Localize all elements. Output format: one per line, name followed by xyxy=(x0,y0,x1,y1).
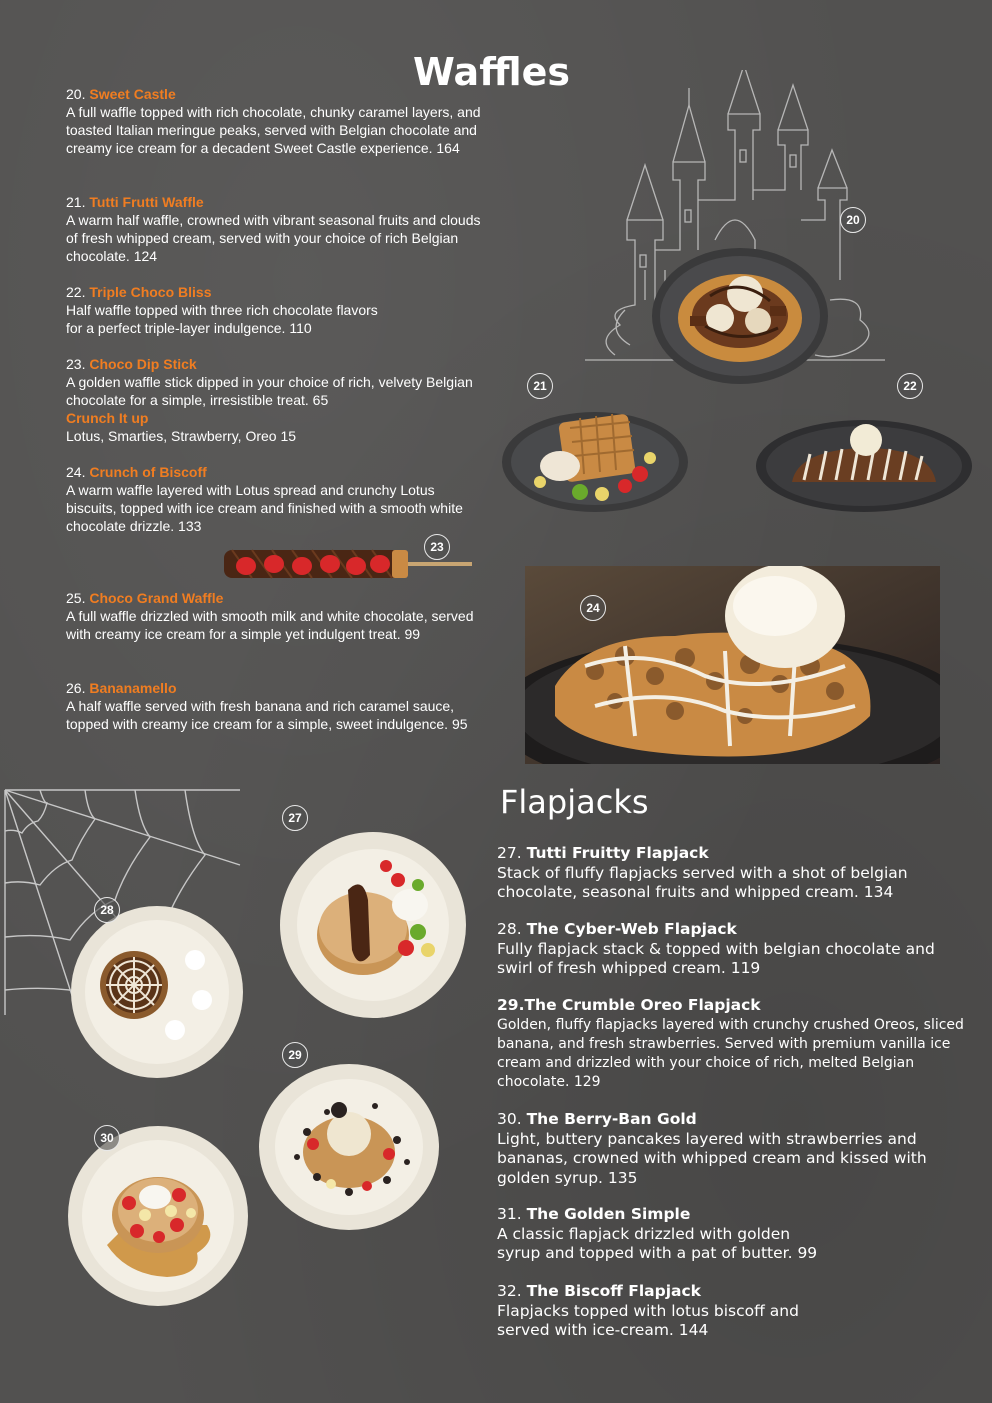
badge-27: 27 xyxy=(282,805,308,831)
cyber-web-flapjack-image xyxy=(70,905,245,1080)
flapjacks-title: Flapjacks xyxy=(500,783,649,821)
badge-24: 24 xyxy=(580,595,606,621)
item-number: 30. xyxy=(497,1110,522,1128)
item-number: 31. xyxy=(497,1205,522,1223)
addon-description: Lotus, Smarties, Strawberry, Oreo 15 xyxy=(66,428,297,444)
badge-23: 23 xyxy=(424,534,450,560)
badge-28: 28 xyxy=(94,897,120,923)
item-name: Triple Choco Bliss xyxy=(89,284,212,300)
item-number: 28. xyxy=(497,920,522,938)
item-name: The Berry-Ban Gold xyxy=(526,1110,697,1128)
item-number: 32. xyxy=(497,1282,522,1300)
sweet-castle-waffle-image xyxy=(650,236,830,386)
item-name: Bananamello xyxy=(89,680,177,696)
item-number: 23. xyxy=(66,356,86,372)
triple-choco-bliss-image xyxy=(754,414,974,514)
item-name: The Golden Simple xyxy=(526,1205,691,1223)
item-name: The Cyber-Web Flapjack xyxy=(526,920,737,938)
item-number: 27. xyxy=(497,844,522,862)
item-description: A golden waffle stick dipped in your choice of rich, velvety Belgian chocolate for a simple, irresistible treat. 65 xyxy=(66,374,473,408)
item-name: Crunch of Biscoff xyxy=(89,464,207,480)
menu-item-crunch-of-biscoff xyxy=(66,463,486,535)
menu-item-bananamello xyxy=(66,679,486,733)
item-name: Choco Dip Stick xyxy=(89,356,197,372)
item-number: 21. xyxy=(66,194,86,210)
badge-20: 20 xyxy=(840,207,866,233)
menu-item-choco-dip-stick xyxy=(66,355,486,445)
menu-item-crumble-oreo-flapjack xyxy=(497,996,967,1092)
item-description: Half waffle topped with three rich chocolate flavors for a perfect triple-layer indulgence. 110 xyxy=(66,302,378,336)
addon-name: Crunch It up xyxy=(66,410,149,426)
menu-item-tutti-frutti-waffle xyxy=(66,193,486,265)
tutti-fruitty-flapjack-image xyxy=(278,830,468,1020)
badge-21: 21 xyxy=(527,373,553,399)
menu-item-biscoff-flapjack xyxy=(497,1282,817,1341)
item-description: A warm waffle layered with Lotus spread and crunchy Lotus biscuits, topped with ice cream and finished with a smooth white chocolate drizzle. 133 xyxy=(66,482,463,534)
badge-29: 29 xyxy=(282,1042,308,1068)
item-description: A half waffle served with fresh banana and rich caramel sauce, topped with creamy ice cream for a simple, sweet indulgence. 95 xyxy=(66,698,468,732)
item-name: Tutti Fruitty Flapjack xyxy=(526,844,709,862)
item-description: Flapjacks topped with lotus biscoff and served with ice-cream. 144 xyxy=(497,1301,799,1339)
crumble-oreo-flapjack-image xyxy=(257,1062,442,1232)
item-description: A full waffle topped with rich chocolate, chunky caramel layers, and toasted Italian meringue peaks, served with Belgian chocolate and creamy ice cream for a decadent Sweet Castle experience. 164 xyxy=(66,104,481,156)
item-name: Choco Grand Waffle xyxy=(89,590,224,606)
item-name: The Biscoff Flapjack xyxy=(526,1282,701,1300)
menu-item-berry-ban-gold xyxy=(497,1110,967,1188)
badge-30: 30 xyxy=(94,1125,120,1151)
menu-item-sweet-castle xyxy=(66,85,486,157)
menu-item-golden-simple xyxy=(497,1205,837,1264)
menu-item-tutti-fruitty-flapjack xyxy=(497,844,967,903)
berry-ban-gold-image xyxy=(67,1125,249,1307)
item-name: Sweet Castle xyxy=(89,86,176,102)
item-description: A full waffle drizzled with smooth milk and white chocolate, served with creamy ice cream for a simple yet indulgent treat. 99 xyxy=(66,608,474,642)
item-number: 26. xyxy=(66,680,86,696)
item-number: 22. xyxy=(66,284,86,300)
item-number: 29. xyxy=(497,996,525,1014)
item-description: A classic flapjack drizzled with golden syrup and topped with a pat of butter. 99 xyxy=(497,1224,818,1262)
item-description: Light, buttery pancakes layered with strawberries and bananas, crowned with whipped cream and kissed with golden syrup. 135 xyxy=(497,1129,927,1187)
menu-item-triple-choco-bliss xyxy=(66,283,386,337)
item-number: 25. xyxy=(66,590,86,606)
menu-item-cyber-web-flapjack xyxy=(497,920,967,979)
item-description: Golden, fluffy flapjacks layered with crunchy crushed Oreos, sliced banana, and fresh strawberries. Served with premium vanilla ice cream and drizzled with your choice of rich, melted Belgian chocolate. 129 xyxy=(497,1017,964,1090)
item-name: Tutti Frutti Waffle xyxy=(89,194,204,210)
item-description: Fully flapjack stack & topped with belgian chocolate and swirl of fresh whipped cream. 119 xyxy=(497,939,935,977)
item-description: Stack of fluffy flapjacks served with a shot of belgian chocolate, seasonal fruits and whipped cream. 134 xyxy=(497,863,908,901)
waffles-title: Waffles xyxy=(413,50,571,94)
item-number: 24. xyxy=(66,464,86,480)
item-name: The Crumble Oreo Flapjack xyxy=(524,996,761,1014)
menu-item-choco-grand-waffle xyxy=(66,589,486,643)
item-description: A warm half waffle, crowned with vibrant seasonal fruits and clouds of fresh whipped cream, served with your choice of rich Belgian chocolate. 124 xyxy=(66,212,481,264)
badge-22: 22 xyxy=(897,373,923,399)
tutti-frutti-waffle-image xyxy=(500,404,690,514)
item-number: 20. xyxy=(66,86,86,102)
